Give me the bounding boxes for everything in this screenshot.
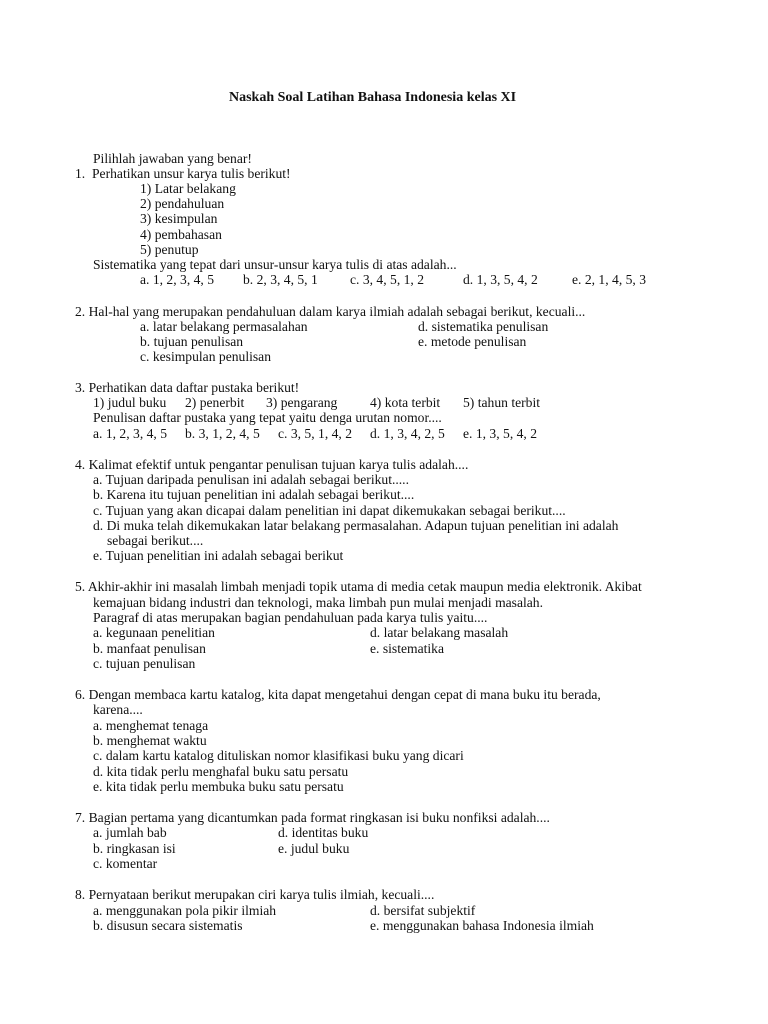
question-2-option-c: c. kesimpulan penulisan [140,349,271,364]
question-4-option-e: e. Tujuan penelitian ini adalah sebagai berikut [93,548,344,563]
question-2-option-d: d. sistematika penulisan [418,319,549,334]
question-6-option-b: b. menghemat waktu [93,733,207,748]
question-3-option-e: e. 1, 3, 5, 4, 2 [463,426,538,441]
question-3-item: 1) judul buku [93,395,167,410]
question-6-option-c: c. dalam kartu katalog dituliskan nomor klasifikasi buku yang dicari [93,748,464,763]
question-5-option-e: e. sistematika [370,641,444,656]
question-1-item: 1) Latar belakang [140,181,236,196]
instruction-text: Pilihlah jawaban yang benar! [93,151,252,166]
question-3-item: 3) pengarang [266,395,338,410]
question-5-stem-continued: kemajuan bidang industri dan teknologi, maka limbah pun mulai menjadi masalah. [93,595,544,610]
question-6-option-a: a. menghemat tenaga [93,718,209,733]
question-4-stem: 4. Kalimat efektif untuk pengantar penulisan tujuan karya tulis adalah.... [75,457,469,472]
question-4-option-c: c. Tujuan yang akan dicapai dalam penelitian ini dapat dikemukakan sebagai berikut.... [93,503,566,518]
question-5-option-c: c. tujuan penulisan [93,656,196,671]
question-3-option-d: d. 1, 3, 4, 2, 5 [370,426,445,441]
question-5-option-b: b. manfaat penulisan [93,641,206,656]
question-5-option-a: a. kegunaan penelitian [93,625,215,640]
question-3-item: 4) kota terbit [370,395,441,410]
question-7-option-c: c. komentar [93,856,158,871]
question-6-option-d: d. kita tidak perlu menghafal buku satu persatu [93,764,349,779]
question-4-option-b: b. Karena itu tujuan penelitian ini adalah sebagai berikut.... [93,487,415,502]
question-1-option-e: e. 2, 1, 4, 5, 3 [572,272,647,287]
question-4-option-d-continued: sebagai berikut.... [107,533,204,548]
question-8-option-e: e. menggunakan bahasa Indonesia ilmiah [370,918,594,933]
question-1-item: 2) pendahuluan [140,196,225,211]
question-1-option-a: a. 1, 2, 3, 4, 5 [140,272,215,287]
question-8-stem: 8. Pernyataan berikut merupakan ciri karya tulis ilmiah, kecuali.... [75,887,435,902]
question-4-option-a: a. Tujuan daripada penulisan ini adalah sebagai berikut..... [93,472,409,487]
question-8-option-d: d. bersifat subjektif [370,903,476,918]
question-7-stem: 7. Bagian pertama yang dicantumkan pada format ringkasan isi buku nonfiksi adalah.... [75,810,550,825]
question-1-option-c: c. 3, 4, 5, 1, 2 [350,272,425,287]
question-3-option-b: b. 3, 1, 2, 4, 5 [185,426,260,441]
question-6-stem: 6. Dengan membaca kartu katalog, kita dapat mengetahui dengan cepat di mana buku itu berada, [75,687,601,702]
question-6-option-e: e. kita tidak perlu membuka buku satu persatu [93,779,344,794]
question-8-option-a: a. menggunakan pola pikir ilmiah [93,903,277,918]
question-5-stem: 5. Akhir-akhir ini masalah limbah menjadi topik utama di media cetak maupun media elektronik. Akibat [75,579,642,594]
question-6-stem-continued: karena.... [93,702,143,717]
question-7-option-a: a. jumlah bab [93,825,167,840]
question-1-item: 3) kesimpulan [140,211,218,226]
question-7-option-b: b. ringkasan isi [93,841,176,856]
question-5-option-d: d. latar belakang masalah [370,625,509,640]
question-3-prompt: Penulisan daftar pustaka yang tepat yaitu denga urutan nomor.... [93,410,442,425]
question-4-option-d: d. Di muka telah dikemukakan latar belakang permasalahan. Adapun tujuan penelitian ini adalah [93,518,619,533]
question-3-item: 2) penerbit [185,395,245,410]
question-3-stem: 3. Perhatikan data daftar pustaka berikut! [75,380,300,395]
question-1-prompt: Sistematika yang tepat dari unsur-unsur karya tulis di atas adalah... [93,257,457,272]
question-3-item: 5) tahun terbit [463,395,541,410]
question-7-option-e: e. judul buku [278,841,350,856]
question-1-item: 4) pembahasan [140,227,222,242]
question-3-option-c: c. 3, 5, 1, 4, 2 [278,426,353,441]
question-1-option-d: d. 1, 3, 5, 4, 2 [463,272,538,287]
question-2-stem: 2. Hal-hal yang merupakan pendahuluan dalam karya ilmiah adalah sebagai berikut, kecuali... [75,304,586,319]
question-1-stem: 1. Perhatikan unsur karya tulis berikut! [75,166,291,181]
question-1-item: 5) penutup [140,242,199,257]
question-1-option-b: b. 2, 3, 4, 5, 1 [243,272,318,287]
question-2-option-b: b. tujuan penulisan [140,334,244,349]
question-3-option-a: a. 1, 2, 3, 4, 5 [93,426,168,441]
question-8-option-b: b. disusun secara sistematis [93,918,243,933]
page-title: Naskah Soal Latihan Bahasa Indonesia kelas XI [229,90,517,105]
question-2-option-e: e. metode penulisan [418,334,527,349]
question-5-prompt: Paragraf di atas merupakan bagian pendahuluan pada karya tulis yaitu.... [93,610,488,625]
question-2-option-a: a. latar belakang permasalahan [140,319,308,334]
question-7-option-d: d. identitas buku [278,825,369,840]
